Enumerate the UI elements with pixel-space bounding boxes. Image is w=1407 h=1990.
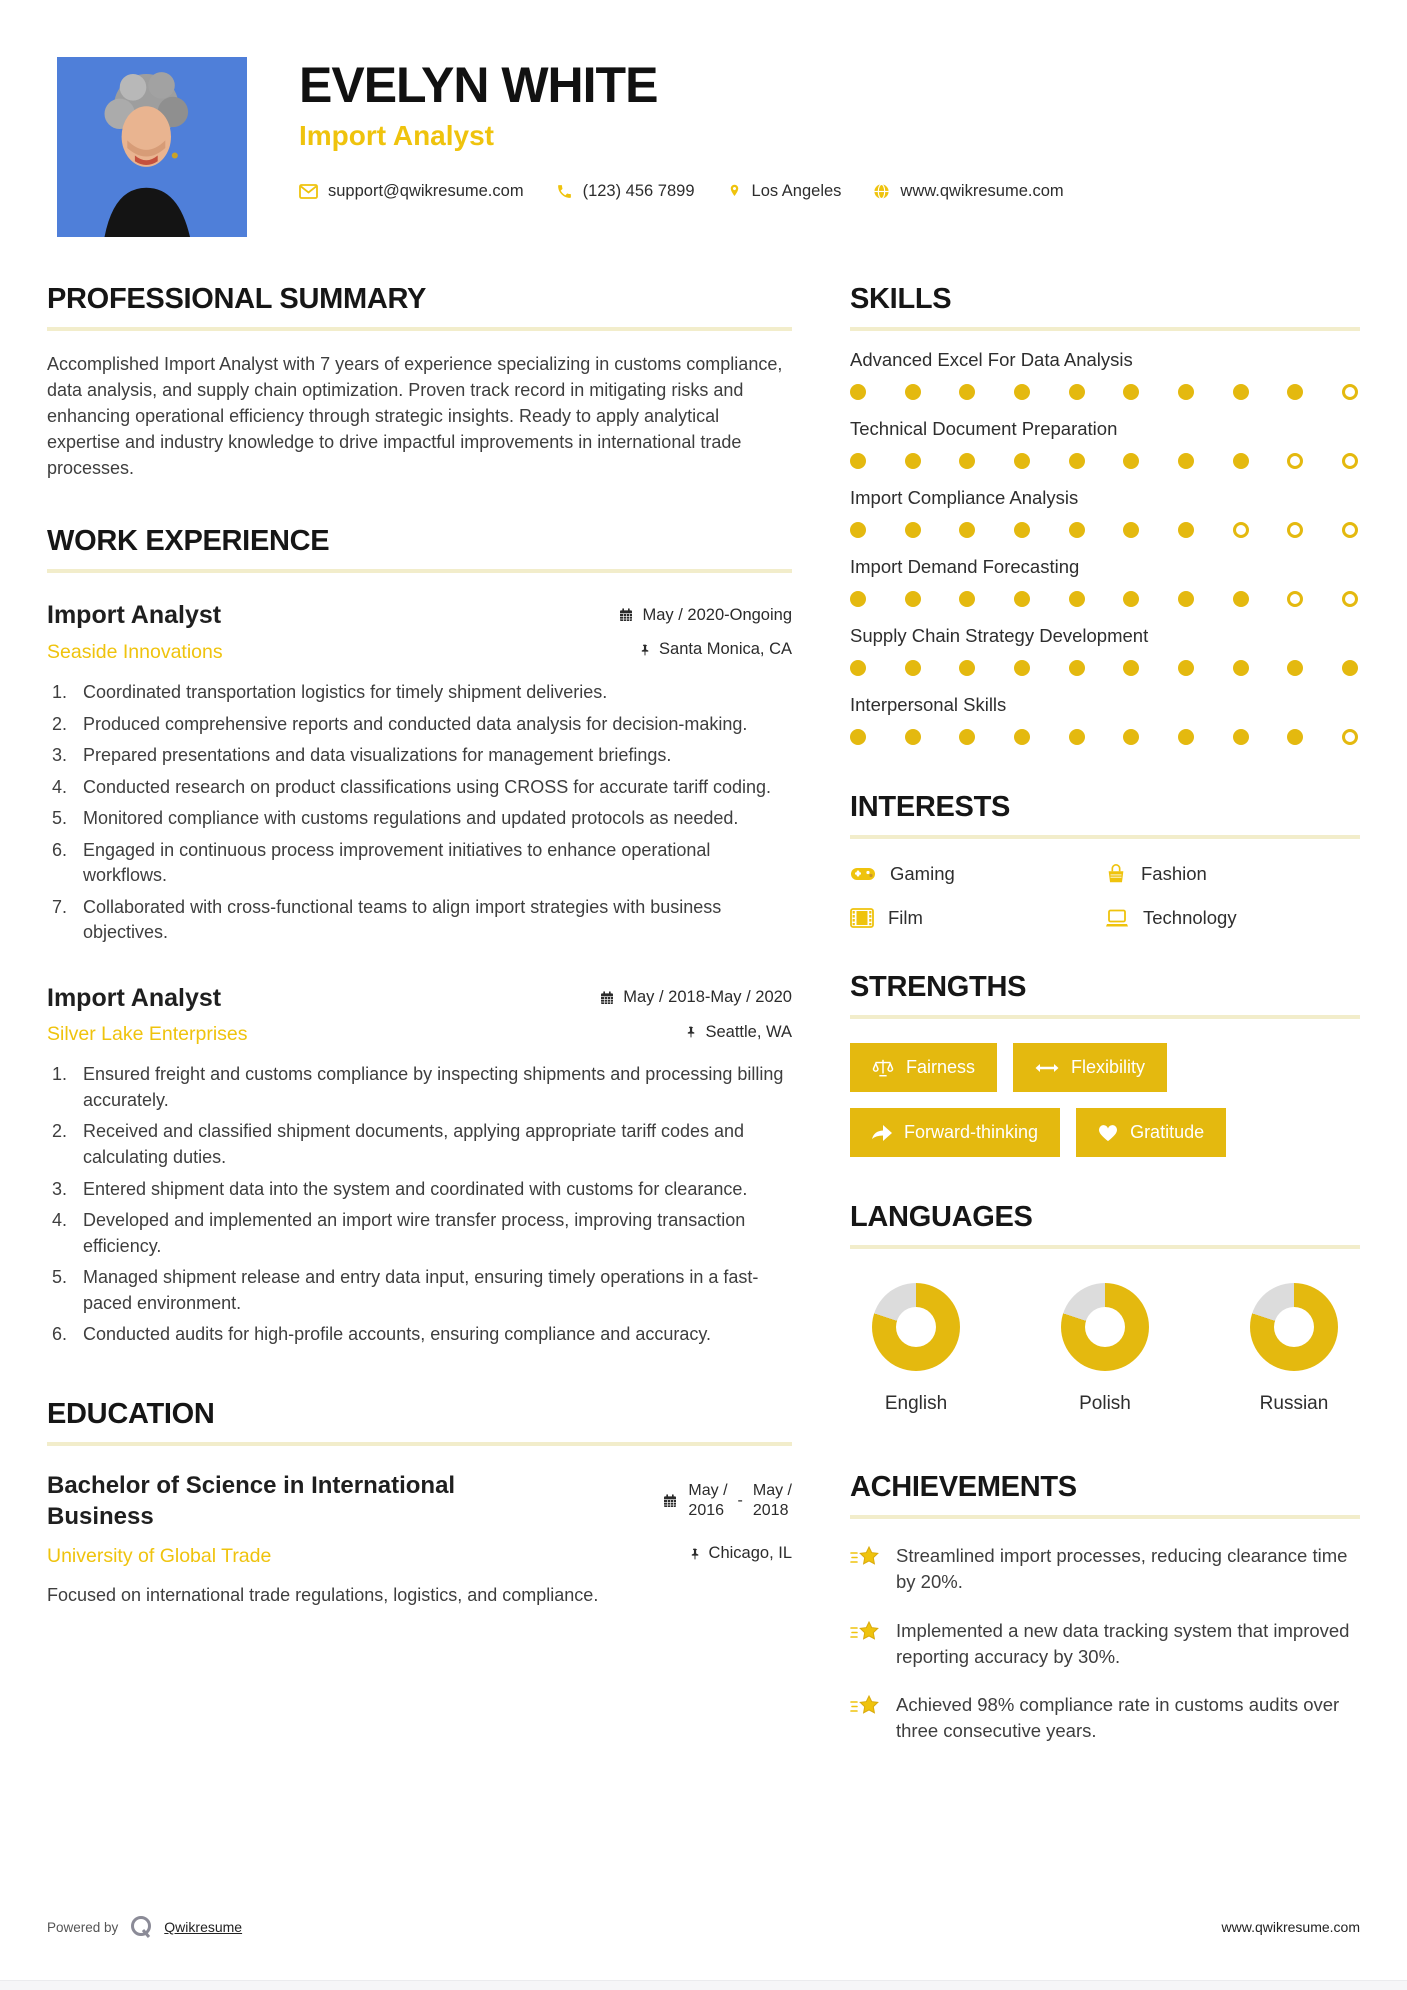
skill-dot-filled [1069, 729, 1085, 745]
job-date-text: May / 2018-May / 2020 [623, 988, 792, 1007]
section-languages [850, 1201, 1360, 1415]
main-content [0, 283, 1407, 1745]
skill-name: Technical Document Preparation [850, 418, 1118, 439]
skill-dot-filled [905, 660, 921, 676]
bullet-item: Produced comprehensive reports and conducted data analysis for decision-making. [83, 713, 748, 734]
skill-dot-filled [1014, 384, 1030, 400]
education-date [662, 1470, 792, 1532]
skill-dot-filled [1287, 729, 1303, 745]
skill-dot-empty [1342, 453, 1358, 469]
strength-badge [850, 1108, 1060, 1157]
left-column [47, 283, 792, 1745]
contact-phone-text: (123) 456 7899 [582, 181, 695, 200]
star-icon [850, 1620, 880, 1671]
summary-heading: PROFESSIONAL SUMMARY [47, 283, 792, 331]
language-item [856, 1283, 976, 1415]
contact-row [299, 182, 1082, 201]
phone-icon [556, 183, 573, 200]
job-location-text: Seattle, WA [705, 1022, 792, 1041]
skill-dot-filled [1233, 384, 1249, 400]
candidate-title: Import Analyst [299, 119, 494, 151]
education-start-year: 2016 [688, 1502, 725, 1520]
skill-dot-filled [1123, 729, 1139, 745]
header [0, 0, 1407, 237]
header-text [299, 57, 1082, 237]
skills-heading: SKILLS [850, 283, 1360, 331]
bullet-item: Coordinated transportation logistics for timely shipment deliveries. [83, 681, 608, 702]
skill-dot-filled [959, 591, 975, 607]
achievement-text: Streamlined import processes, reducing clearance time by 20%. [896, 1545, 1348, 1593]
job-date [599, 988, 792, 1007]
star-icon [850, 1545, 880, 1596]
achievement-item [850, 1618, 1360, 1671]
film-icon [850, 908, 874, 928]
interest-label: Film [888, 907, 923, 928]
skill-dot-filled [1233, 453, 1249, 469]
skill-dot-filled [1014, 660, 1030, 676]
skill-dot-filled [1014, 453, 1030, 469]
skill-dot-empty [1233, 522, 1249, 538]
bullet-item: Monitored compliance with customs regulations and updated protocols as needed. [83, 808, 739, 829]
skill-rating [850, 660, 1360, 676]
bullet-item: Ensured freight and customs compliance by inspecting shipments and processing billing accurately. [83, 1064, 784, 1110]
skill-dot-filled [1178, 384, 1194, 400]
interests-heading: INTERESTS [850, 791, 1360, 839]
skill-dot-empty [1287, 591, 1303, 607]
job-company: Seaside Innovations [47, 640, 223, 663]
skill-dot-filled [1014, 591, 1030, 607]
skill-dot-filled [850, 384, 866, 400]
skill-name: Import Demand Forecasting [850, 556, 1080, 577]
education-end-year: 2018 [752, 1502, 789, 1520]
skill-dot-filled [1233, 729, 1249, 745]
language-item [1234, 1283, 1354, 1415]
education-school: University of Global Trade [47, 1544, 272, 1567]
email-icon [299, 184, 318, 199]
section-strengths [850, 971, 1360, 1157]
skill-dot-filled [959, 522, 975, 538]
skill-dot-filled [959, 729, 975, 745]
skill-dot-filled [850, 522, 866, 538]
skill-dot-filled [850, 591, 866, 607]
contact-location-text: Los Angeles [751, 181, 842, 200]
skill-dot-filled [1178, 729, 1194, 745]
section-skills [850, 283, 1360, 745]
job-title: Import Analyst [47, 601, 222, 630]
skill-rating [850, 729, 1360, 745]
skill-dot-filled [1123, 591, 1139, 607]
skill-dot-filled [905, 453, 921, 469]
calendar-icon [599, 990, 615, 1006]
qwikresume-brand-link[interactable]: Qwikresume [164, 1919, 243, 1935]
bullet-item: Conducted audits for high-profile accounts, ensuring compliance and accuracy. [83, 1324, 712, 1345]
section-work-experience [47, 525, 792, 1347]
skill-rating [850, 384, 1360, 400]
skill-dot-empty [1342, 522, 1358, 538]
heart-icon [1098, 1124, 1118, 1142]
skill-rating [850, 522, 1360, 538]
language-donut [1061, 1283, 1149, 1371]
skill-dot-filled [850, 729, 866, 745]
bullet-item: Conducted research on product classifications using CROSS for accurate tariff coding. [83, 776, 772, 797]
bullet-item: Collaborated with cross-functional teams to align import strategies with business objectives. [83, 896, 722, 943]
contact-phone[interactable] [556, 182, 695, 201]
skill-name: Supply Chain Strategy Development [850, 625, 1149, 646]
interest-item [850, 907, 1105, 929]
pushpin-icon [684, 1024, 697, 1040]
footer-website-link[interactable]: www.qwikresume.com [1221, 1919, 1360, 1935]
job-bullet-list [47, 680, 792, 946]
skill-dot-filled [1287, 384, 1303, 400]
powered-by [47, 1914, 242, 1940]
job-date [618, 606, 792, 625]
skill-dot-filled [1123, 522, 1139, 538]
calendar-icon [662, 1493, 678, 1509]
skill-dot-filled [1123, 660, 1139, 676]
education-end-month: May / [752, 1482, 792, 1500]
skill-dot-filled [850, 660, 866, 676]
skill-rating [850, 453, 1360, 469]
qwikresume-logo-icon [128, 1914, 154, 1940]
candidate-name: EVELYN WHITE [299, 57, 658, 113]
globe-icon [873, 183, 890, 200]
strength-label: Fairness [906, 1057, 976, 1077]
skill-dot-filled [1123, 453, 1139, 469]
calendar-icon [618, 607, 634, 623]
education-description: Focused on international trade regulations, logistics, and compliance. [47, 1584, 599, 1605]
skill-dot-filled [1178, 591, 1194, 607]
skill-dot-filled [1342, 660, 1358, 676]
skill-row [850, 625, 1360, 676]
laptop-icon [1105, 909, 1129, 928]
bullet-item: Engaged in continuous process improvement initiatives to enhance operational workflows. [83, 839, 711, 886]
skill-name: Advanced Excel For Data Analysis [850, 349, 1133, 370]
footer [47, 1914, 1360, 1940]
interest-label: Fashion [1141, 863, 1207, 884]
section-professional-summary [47, 283, 792, 481]
skill-row [850, 694, 1360, 745]
skill-name: Import Compliance Analysis [850, 487, 1079, 508]
handbag-icon [1105, 863, 1127, 885]
skill-dot-filled [1069, 453, 1085, 469]
skill-dot-filled [850, 453, 866, 469]
language-label: English [884, 1393, 948, 1414]
interest-item [1105, 907, 1360, 929]
education-date-separator: - [737, 1492, 743, 1510]
strength-label: Forward-thinking [904, 1122, 1039, 1142]
strengths-heading: STRENGTHS [850, 971, 1360, 1019]
skill-dot-filled [1069, 660, 1085, 676]
degree-title: Bachelor of Science in International Business [47, 1471, 456, 1531]
bullet-item: Managed shipment release and entry data input, ensuring timely operations in a fast-paced environment. [83, 1267, 759, 1313]
skill-dot-filled [1233, 660, 1249, 676]
interest-label: Technology [1143, 907, 1237, 928]
star-icon [850, 1694, 880, 1745]
location-pin-icon [727, 182, 742, 200]
skill-dot-empty [1342, 729, 1358, 745]
skill-dot-filled [959, 660, 975, 676]
strength-badge [1076, 1108, 1226, 1157]
skill-rating [850, 591, 1360, 607]
strength-badge [1013, 1043, 1167, 1092]
skill-name: Interpersonal Skills [850, 694, 1007, 715]
strength-label: Gratitude [1130, 1122, 1205, 1142]
pushpin-icon [688, 1546, 701, 1562]
contact-email[interactable] [299, 182, 524, 201]
skill-dot-empty [1287, 453, 1303, 469]
skill-dot-filled [1178, 522, 1194, 538]
contact-email-text: support@qwikresume.com [328, 181, 524, 200]
education-date-end [753, 1481, 792, 1521]
education-location [688, 1544, 792, 1563]
skill-dot-filled [1178, 453, 1194, 469]
skill-dot-empty [1342, 591, 1358, 607]
job-date-text: May / 2020-Ongoing [642, 605, 792, 624]
achievement-item [850, 1692, 1360, 1745]
job-location [638, 640, 792, 659]
languages-heading: LANGUAGES [850, 1201, 1360, 1249]
language-label: Polish [1079, 1393, 1131, 1414]
powered-by-text: Powered by [47, 1919, 119, 1935]
skill-dot-filled [959, 453, 975, 469]
contact-location [727, 182, 842, 201]
skill-row [850, 418, 1360, 469]
achievement-item [850, 1543, 1360, 1596]
strength-badge [850, 1043, 997, 1092]
interest-label: Gaming [890, 863, 955, 884]
bullet-item: Prepared presentations and data visualizations for management briefings. [83, 745, 672, 766]
gamepad-icon [850, 865, 876, 883]
bullet-item: Received and classified shipment documents, applying appropriate tariff codes and calculating duties. [83, 1121, 745, 1168]
interest-item [1105, 863, 1360, 885]
skill-dot-filled [1014, 729, 1030, 745]
language-item [1045, 1283, 1165, 1415]
skill-dot-filled [1069, 384, 1085, 400]
education-date-start [688, 1481, 727, 1521]
skill-dot-filled [1069, 522, 1085, 538]
skill-dot-filled [1287, 660, 1303, 676]
skill-dot-filled [1123, 384, 1139, 400]
achievements-heading: ACHIEVEMENTS [850, 1471, 1360, 1519]
skill-row [850, 556, 1360, 607]
skill-dot-empty [1287, 522, 1303, 538]
strength-label: Flexibility [1071, 1057, 1146, 1077]
job-title: Import Analyst [47, 983, 222, 1012]
skill-dot-filled [905, 729, 921, 745]
language-label: Russian [1259, 1393, 1329, 1414]
job-entry [47, 601, 792, 945]
scales-icon [872, 1058, 894, 1078]
education-location-text: Chicago, IL [708, 1544, 792, 1563]
achievement-text: Achieved 98% compliance rate in customs audits over three consecutive years. [896, 1694, 1340, 1742]
arrow-right-icon [872, 1125, 892, 1141]
skill-dot-filled [1069, 591, 1085, 607]
education-start-month: May / [688, 1482, 728, 1500]
skill-dot-filled [959, 384, 975, 400]
skill-dot-filled [1178, 660, 1194, 676]
skill-dot-filled [905, 591, 921, 607]
profile-photo [57, 57, 247, 237]
summary-text: Accomplished Import Analyst with 7 years of experience specializing in customs compliance, data analysis, and supply chain optimization. Proven track record in mitigating risks and enhancing operational efficiency through strategic insights. Ready to apply analytical expertise and industry knowledge to drive impactful improvements in international trade processes. [47, 354, 783, 479]
work-heading: WORK EXPERIENCE [47, 525, 792, 573]
achievement-text: Implemented a new data tracking system that improved reporting accuracy by 30%. [896, 1619, 1350, 1667]
pushpin-icon [638, 642, 651, 658]
bottom-band [0, 1980, 1407, 1990]
contact-website-text: www.qwikresume.com [900, 181, 1064, 200]
skill-dot-empty [1342, 384, 1358, 400]
job-location [684, 1023, 792, 1042]
skill-dot-filled [905, 384, 921, 400]
interest-item [850, 863, 1105, 885]
language-donut [872, 1283, 960, 1371]
skill-row [850, 349, 1360, 400]
right-column [850, 283, 1360, 1745]
job-bullet-list [47, 1062, 792, 1347]
section-education [47, 1398, 792, 1608]
profile-photo-illustration [57, 57, 247, 237]
skill-dot-filled [1233, 591, 1249, 607]
job-entry [47, 984, 792, 1348]
skill-row [850, 487, 1360, 538]
education-heading: EDUCATION [47, 1398, 792, 1446]
section-achievements [850, 1471, 1360, 1745]
language-donut [1250, 1283, 1338, 1371]
skill-dot-filled [905, 522, 921, 538]
double-arrow-icon [1035, 1062, 1059, 1074]
bullet-item: Developed and implemented an import wire transfer process, improving transaction efficiency. [83, 1210, 746, 1256]
job-company: Silver Lake Enterprises [47, 1023, 248, 1046]
contact-website[interactable] [873, 182, 1063, 201]
section-interests [850, 791, 1360, 929]
skill-dot-filled [1014, 522, 1030, 538]
bullet-item: Entered shipment data into the system and coordinated with customs for clearance. [83, 1178, 748, 1199]
job-location-text: Santa Monica, CA [659, 640, 792, 659]
